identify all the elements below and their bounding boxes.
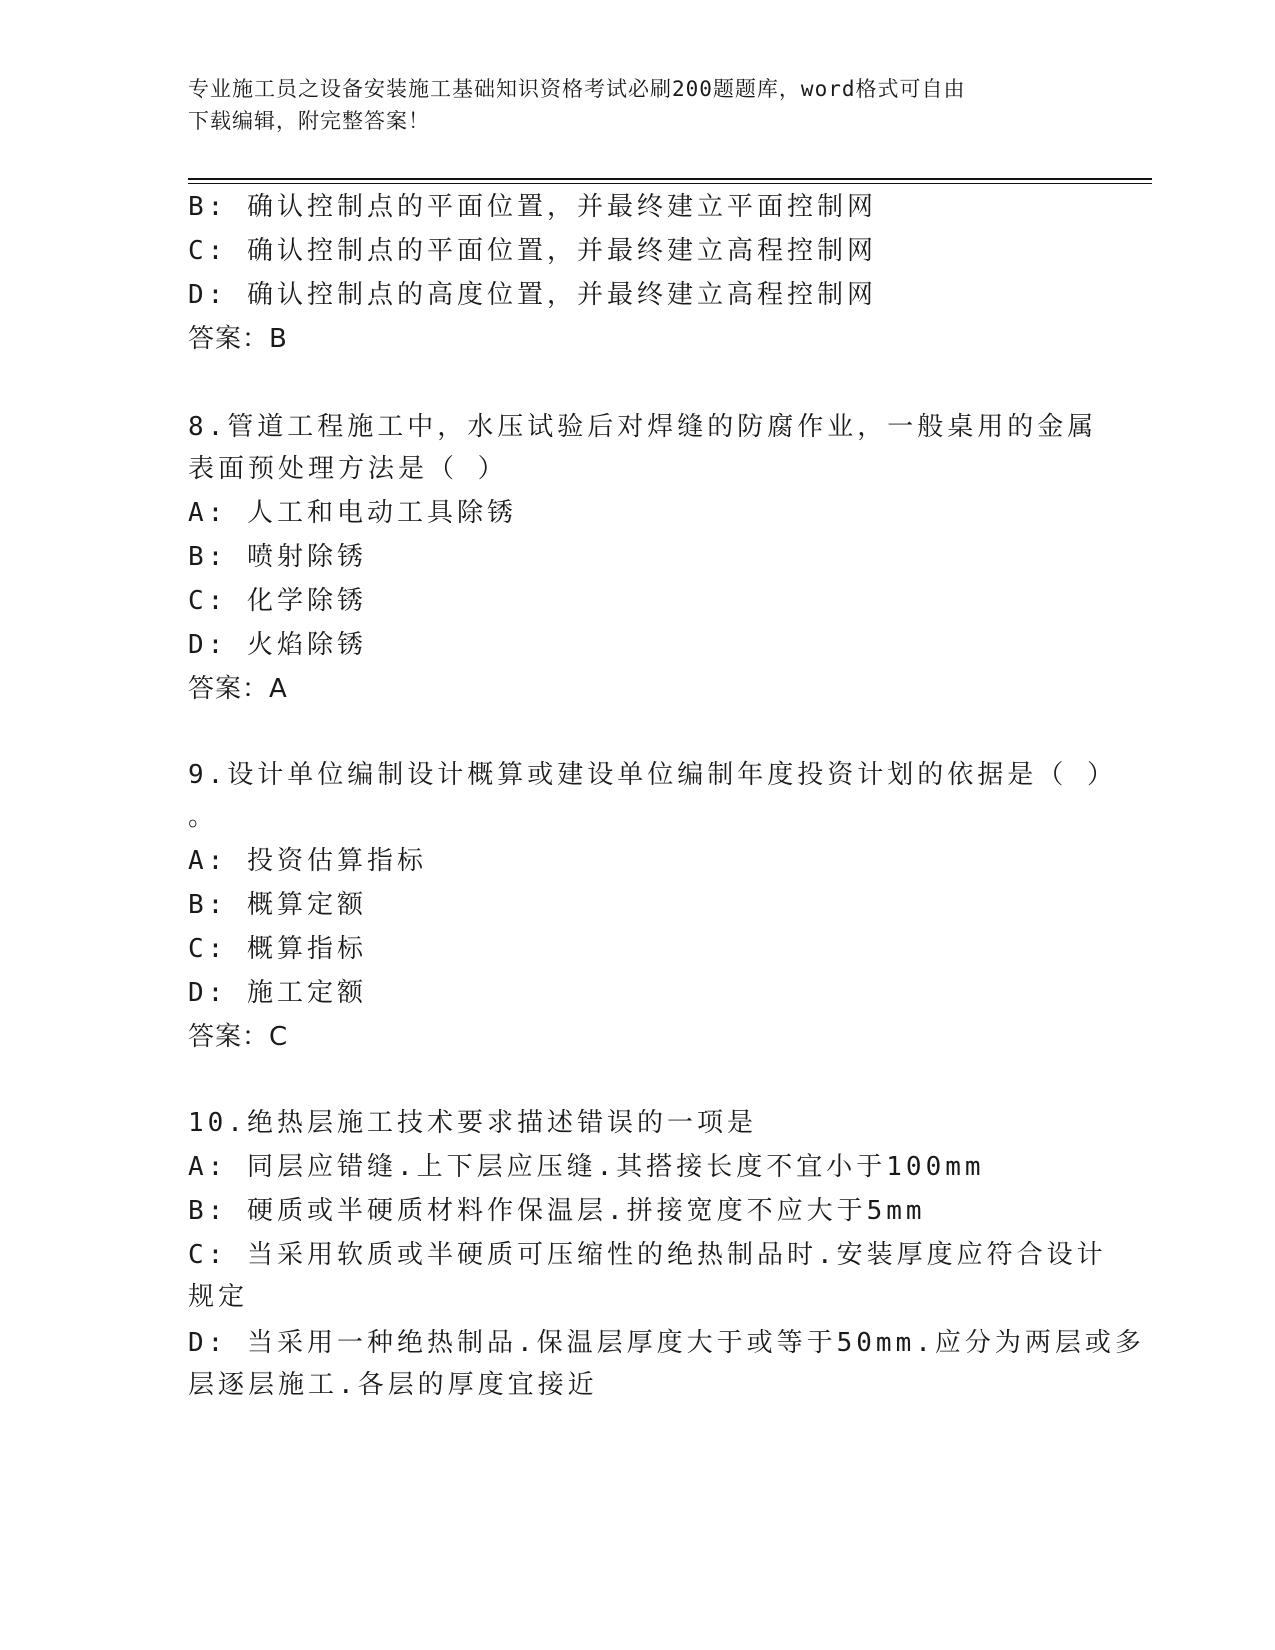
page-header	[188, 73, 1088, 137]
header-rule-thin	[188, 183, 1152, 184]
q8-answer: 答案：A	[188, 674, 288, 704]
q10-option-c-line-1: C: 当采用软质或半硬质可压缩性的绝热制品时.安装厚度应符合设计	[188, 1240, 1107, 1270]
q10-option-d-line-2: 层逐层施工.各层的厚度宜接近	[188, 1370, 598, 1400]
q8-option-a: A: 人工和电动工具除锈	[188, 498, 517, 528]
q8-stem-line-2: 表面预处理方法是（ ）	[188, 454, 508, 484]
header-line-2: 下载编辑，附完整答案！	[188, 109, 430, 133]
q9-option-b: B: 概算定额	[188, 890, 367, 920]
q9-option-a: A: 投资估算指标	[188, 846, 427, 876]
q9-stem-line-1: 9.设计单位编制设计概算或建设单位编制年度投资计划的依据是（ ）	[188, 760, 1117, 790]
header-rule-thick	[188, 178, 1152, 180]
q10-option-b: B: 硬质或半硬质材料作保温层.拼接宽度不应大于5mm	[188, 1196, 926, 1226]
q7-option-b: B: 确认控制点的平面位置，并最终建立平面控制网	[188, 192, 877, 222]
q8-option-c: C: 化学除锈	[188, 586, 367, 616]
q10-option-c-line-2: 规定	[188, 1282, 249, 1312]
header-line-1: 专业施工员之设备安装施工基础知识资格考试必刷200题题库，word格式可自由	[188, 77, 966, 101]
q10-stem: 10.绝热层施工技术要求描述错误的一项是	[188, 1108, 757, 1138]
q9-option-d: D: 施工定额	[188, 978, 367, 1008]
q8-stem-line-1: 8.管道工程施工中，水压试验后对焊缝的防腐作业，一般桌用的金属	[188, 412, 1098, 442]
q9-answer: 答案：C	[188, 1022, 289, 1052]
q7-option-d: D: 确认控制点的高度位置，并最终建立高程控制网	[188, 280, 877, 310]
q10-option-d-line-1: D: 当采用一种绝热制品.保温层厚度大于或等于50mm.应分为两层或多	[188, 1328, 1145, 1358]
q7-option-c: C: 确认控制点的平面位置，并最终建立高程控制网	[188, 236, 877, 266]
q9-option-c: C: 概算指标	[188, 934, 367, 964]
q8-option-b: B: 喷射除锈	[188, 542, 367, 572]
q7-answer: 答案：B	[188, 324, 288, 354]
q8-option-d: D: 火焰除锈	[188, 630, 367, 660]
q9-stem-line-2: 。	[188, 802, 219, 832]
q10-option-a: A: 同层应错缝.上下层应压缝.其搭接长度不宜小于100mm	[188, 1152, 985, 1182]
